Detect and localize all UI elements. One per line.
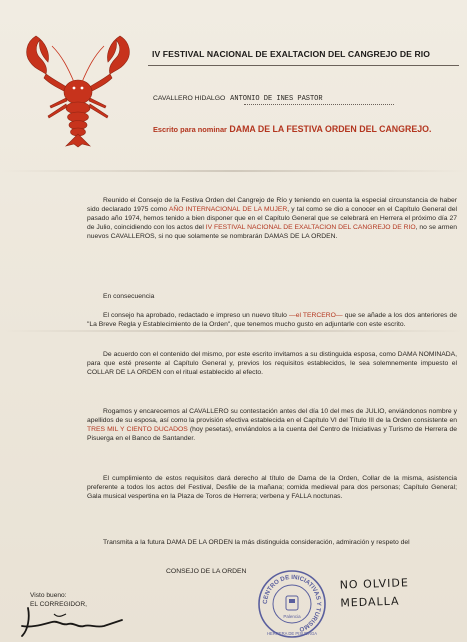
paragraph-1: [87, 196, 457, 241]
paragraph-6: [87, 474, 457, 501]
paragraph-2: [87, 292, 457, 301]
paragraph-6-text: El cumplimiento de estos requisitos dará derecho al título de Dama de la Orden, Collar de la misma, asistencia preferente a todos los actos del Festival, Desfile de la mañana; comida medieval para dos personas; Capítulo General; Gala musical vespertina en la Plaza de Toros de Herrera; verbena y FALLA noctunas.: [87, 475, 457, 500]
paragraph-3-text: El consejo ha aprobado, redactado e impreso un nuevo título: [103, 312, 289, 319]
corregidor-signature: [18, 600, 128, 640]
handwritten-line-2: MEDALLA: [340, 594, 400, 610]
paragraph-1-text-3: , no se armen nuevos CAVALLEROS, si no que solamente se nombrarán DAMAS DE LA ORDEN.: [87, 224, 458, 240]
caballero-underline: [244, 104, 394, 105]
paragraph-2-text: En consecuencia: [103, 293, 155, 300]
caballero-row: [153, 95, 323, 103]
handwritten-line-1: NO OLVIDE: [339, 576, 410, 592]
year-of-women-text: AÑO INTERNACIONAL DE LA MUJER: [168, 206, 288, 213]
paper-fold: [0, 170, 467, 172]
paragraph-4-text: De acuerdo con el contenido del mismo, por este escrito invitamos a su distinguida esposa, como DAMA NOMINADA, para que esté presente al Capítulo General y, previos los requisitos establecidos, le sea solemnemente impuesto el COLLAR DE LA ORDEN con el ritual establecido al efecto.: [87, 351, 457, 376]
stamp-ring-text: CENTRO DE INICIATIVAS Y TURISMO: [261, 573, 323, 633]
caballero-label: CAVALLERO HIDALGO: [153, 95, 226, 102]
title-rule: [148, 65, 459, 66]
handwritten-note: [339, 573, 432, 612]
paragraph-5-text-2: (hoy pesetas), enviándolos a la cuenta del Centro de Iniciativas y Turismo de Herrera de Pisuerga en el Banco de Santander.: [87, 426, 458, 442]
subject-heading: [153, 123, 458, 136]
corregidor-label: EL CORREGIDOR,: [30, 600, 87, 608]
festival-title: IV FESTIVAL NACIONAL DE EXALTACION DEL CANGREJO DE RIO: [152, 49, 431, 59]
paragraph-4: [87, 350, 457, 377]
official-stamp-icon: [256, 568, 328, 640]
paragraph-7: [87, 538, 457, 547]
paragraph-7-text: Transmita a la futura DAMA DE LA ORDEN la más distinguida consideración, admiración y respeto del: [103, 539, 410, 546]
paragraph-5-text: Rogamos y encarecemos al CAVALLERO su contestación antes del día 10 del mes de JULIO, enviándonos nombre y apellidos de su esposa, así como la provisión efectiva establecida en el Capítulo VI del Título III de la Orden consistente en: [87, 408, 457, 424]
subject-lead: Escrito para nominar: [153, 125, 227, 134]
ducados-amount-text: TRES MIL Y CIENTO DUCADOS: [87, 426, 188, 433]
paragraph-1-text: Reunido el Consejo de la Festiva Orden del Cangrejo de Río y teniendo en cuenta la especial circunstancia de haber sido declarado 1975 como: [87, 197, 457, 213]
stamp-town-text: HERRERA DE PISUERGA: [266, 631, 318, 636]
caballero-name: ANTONIO DE INES PASTOR: [230, 95, 323, 103]
signoff: CONSEJO DE LA ORDEN: [166, 568, 247, 575]
visto-bueno-label: Visto bueno:: [30, 592, 67, 599]
paper-fold: [0, 330, 467, 332]
subject-title: DAMA DE LA FESTIVA ORDEN DEL CANGREJO.: [229, 124, 432, 134]
crayfish-emblem-icon: [22, 28, 134, 148]
festival-name-text: IV FESTIVAL NACIONAL DE EXALTACION DEL CANGREJO DE RIO: [205, 224, 416, 231]
tercero-text: —el TERCERO—: [288, 312, 343, 319]
paragraph-3: [87, 311, 457, 329]
paragraph-1-text-2: , y tal como se dio a conocer en el Capítulo General del pasado año 1974, hemos tenido a bien disponer que en el Capítulo General que se celebrará en Herrera el próximo día 27 de Julio, coincidiendo con los actos del: [87, 206, 457, 231]
paragraph-5: [87, 407, 457, 443]
paragraph-3-text-2: que se añade a los dos anteriores de "La Breve Regla y Establecimiento de la Orden", que tenemos mucho gusto en adjuntarle con este escrito.: [87, 312, 457, 328]
stamp-place-text: Palencia: [283, 614, 301, 619]
